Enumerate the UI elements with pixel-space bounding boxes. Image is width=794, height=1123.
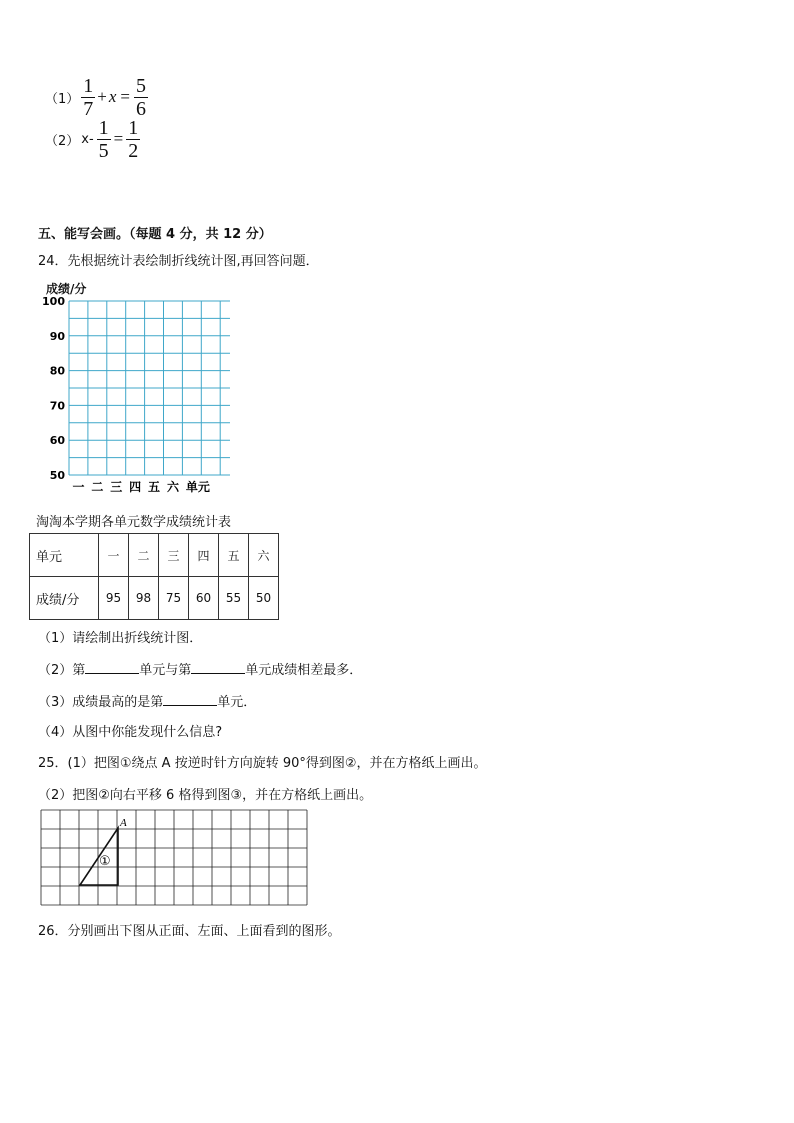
x-tick-label: 五	[148, 480, 161, 494]
y-tick-label: 90	[49, 329, 65, 343]
equation-1-label: （1）	[45, 91, 80, 107]
variable-x: x	[108, 87, 117, 106]
grid-lines	[69, 301, 230, 475]
fraction-1-7: $\frac{1}{7}$	[83, 74, 94, 120]
equation-2-label: （2）	[45, 133, 80, 149]
x-tick-label: 四	[129, 480, 142, 494]
table-head-score: 成绩/分	[30, 577, 99, 620]
answer-blank[interactable]	[191, 661, 245, 674]
table-cell-unit: 二	[129, 534, 159, 577]
table-cell-unit: 三	[159, 534, 189, 577]
y-tick-label: 80	[49, 364, 65, 378]
table-cell-score: 75	[159, 577, 189, 620]
square-grid-paper[interactable]	[40, 809, 308, 907]
table-cell-unit: 一	[99, 534, 129, 577]
score-table	[29, 533, 279, 620]
blank-line-chart-grid[interactable]	[40, 296, 230, 498]
y-tick-label: 70	[49, 399, 65, 413]
table-cell-score: 95	[99, 577, 129, 620]
x-tick-label: 六	[166, 480, 179, 494]
x-tick-labels	[72, 479, 209, 494]
point-a-label: A	[120, 817, 127, 829]
table-cell-score: 55	[219, 577, 249, 620]
question-25-2: （2）把图②向右平移 6 格得到图③，并在方格纸上画出。	[38, 788, 373, 803]
equation-2: （2） x- $\frac{1}{5}$ = $\frac{1}{2}$	[45, 116, 139, 162]
y-tick-label: 100	[42, 296, 65, 308]
fraction-1-5: $\frac{1}{5}$	[98, 116, 109, 162]
fraction-5-6: $\frac{5}{6}$	[136, 74, 147, 120]
fraction-1-2: $\frac{1}{2}$	[128, 116, 139, 162]
question-25-1: 25．(1）把图①绕点 A 按逆时针方向旋转 90°得到图②，并在方格纸上画出。	[38, 756, 487, 771]
question-24-4: （4）从图中你能发现什么信息?	[38, 725, 223, 740]
table-cell-unit: 四	[189, 534, 219, 577]
answer-blank[interactable]	[163, 693, 217, 706]
square-grid-lines	[41, 810, 307, 905]
question-24-3: （3）成绩最高的是第 单元．	[38, 695, 257, 710]
x-unit-label: 单元	[185, 480, 210, 494]
table-cell-score: 50	[249, 577, 279, 620]
table-title: 淘淘本学期各单元数学成绩统计表	[36, 515, 232, 530]
x-tick-label: 三	[110, 480, 123, 494]
answer-blank[interactable]	[85, 661, 139, 674]
x-tick-label: 二	[91, 480, 104, 494]
y-tick-labels	[42, 296, 65, 482]
y-tick-label: 60	[49, 434, 65, 448]
section-5-title: 五、能写会画。（每题 4 分，共 12 分）	[38, 227, 272, 242]
chart-y-label: 成绩/分	[46, 282, 87, 296]
table-row-units	[30, 534, 279, 577]
table-head-unit: 单元	[30, 534, 99, 577]
equation-1: （1） $\frac{1}{7}$ + x = $\frac{5}{6}$	[45, 74, 147, 120]
y-tick-label: 50	[49, 469, 65, 482]
table-cell-score: 98	[129, 577, 159, 620]
question-26-text: 26．分别画出下图从正面、左面、上面看到的图形。	[38, 924, 341, 939]
question-24-1: （1）请绘制出折线统计图．	[38, 631, 203, 646]
question-24-2: （2）第 单元与第 单元成绩相差最多．	[38, 663, 363, 678]
table-cell-unit: 五	[219, 534, 249, 577]
question-24-text: 24．先根据统计表绘制折线统计图,再回答问题．	[38, 254, 319, 269]
table-cell-score: 60	[189, 577, 219, 620]
x-tick-label: 一	[72, 480, 85, 494]
shape-1-label: ①	[99, 854, 111, 869]
table-row-scores	[30, 577, 279, 620]
table-cell-unit: 六	[249, 534, 279, 577]
